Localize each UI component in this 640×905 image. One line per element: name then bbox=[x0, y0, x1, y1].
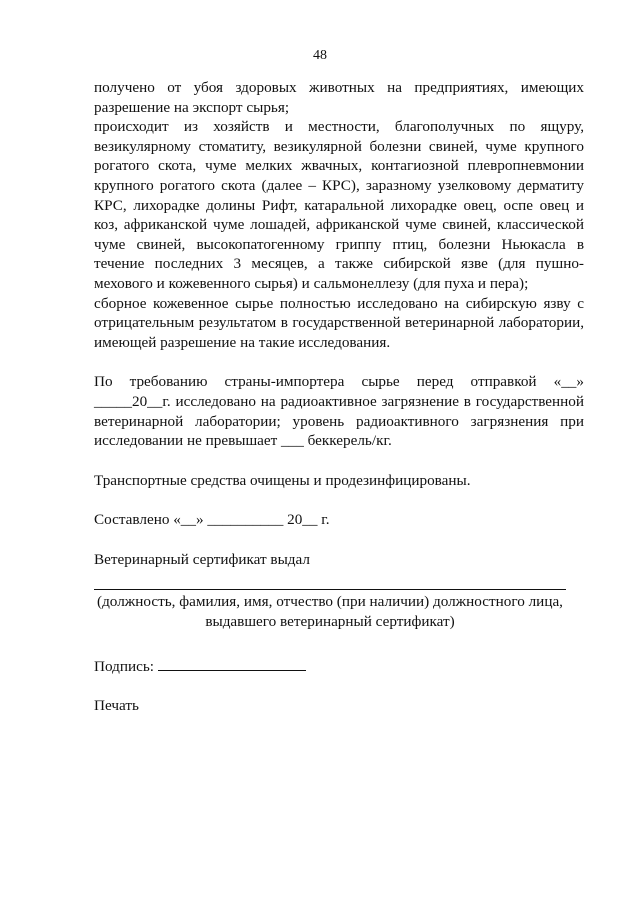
paragraph-export-origin: получено от убоя здоровых животных на предприятиях, имеющих разрешение на экспорт сырья; bbox=[94, 79, 584, 116]
paragraph-anthrax-test: сборное кожевенное сырье полностью исследовано на сибирскую язву с отрицательным результатом в государственной ветеринарной лаборатории, имеющей разрешение на такие исследования. bbox=[94, 294, 584, 351]
signature-blank bbox=[158, 656, 306, 671]
page-number: 48 bbox=[313, 48, 327, 63]
issuer-signature-line bbox=[94, 589, 566, 590]
paragraph-disease-free: происходит из хозяйств и местности, благополучных по ящуру, везикулярному стоматиту, везикулярной болезни свиней, чуме крупного рогатого скота, чуме мелких жвачных, контагиозной плевропневмонии крупного рогатого скота (далее – КРС), заразному узелковому дерматиту КРС, лихорадке долины Рифт, катаральной лихорадке овец, оспе овец и коз, африканской чуме лошадей, африканской чуме свиней, классической чуме свиней, высокопатогенному гриппу птиц, болезни Ньюкасла в течение последних 3 месяцев, а также сибирской язве (для пушно-мехового и кожевенного сырья) и сальмонеллезу (для пуха и пера); bbox=[94, 118, 584, 292]
paragraph-compiled-date: Составлено «__» __________ 20__ г. bbox=[94, 511, 330, 529]
paragraph-transport-disinfection: Транспортные средства очищены и продезинфицированы. bbox=[94, 471, 471, 489]
signature-row bbox=[94, 656, 584, 677]
paragraph-radiation-test: По требованию страны-импортера сырье перед отправкой «__» _____20__г. исследовано на радиоактивное загрязнение в государственной ветеринарной лаборатории; уровень радиоактивного загрязнения при исследовании не превышает ___ беккерель/кг. bbox=[94, 373, 584, 450]
document-body bbox=[94, 78, 584, 716]
paragraph-issued-by: Ветеринарный сертификат выдал bbox=[94, 550, 310, 568]
stamp-label: Печать bbox=[94, 697, 139, 715]
issuer-caption: (должность, фамилия, имя, отчество (при наличии) должностного лица, выдавшего ветеринарный сертификат) bbox=[97, 593, 563, 631]
signature-label: Подпись: bbox=[94, 657, 154, 675]
